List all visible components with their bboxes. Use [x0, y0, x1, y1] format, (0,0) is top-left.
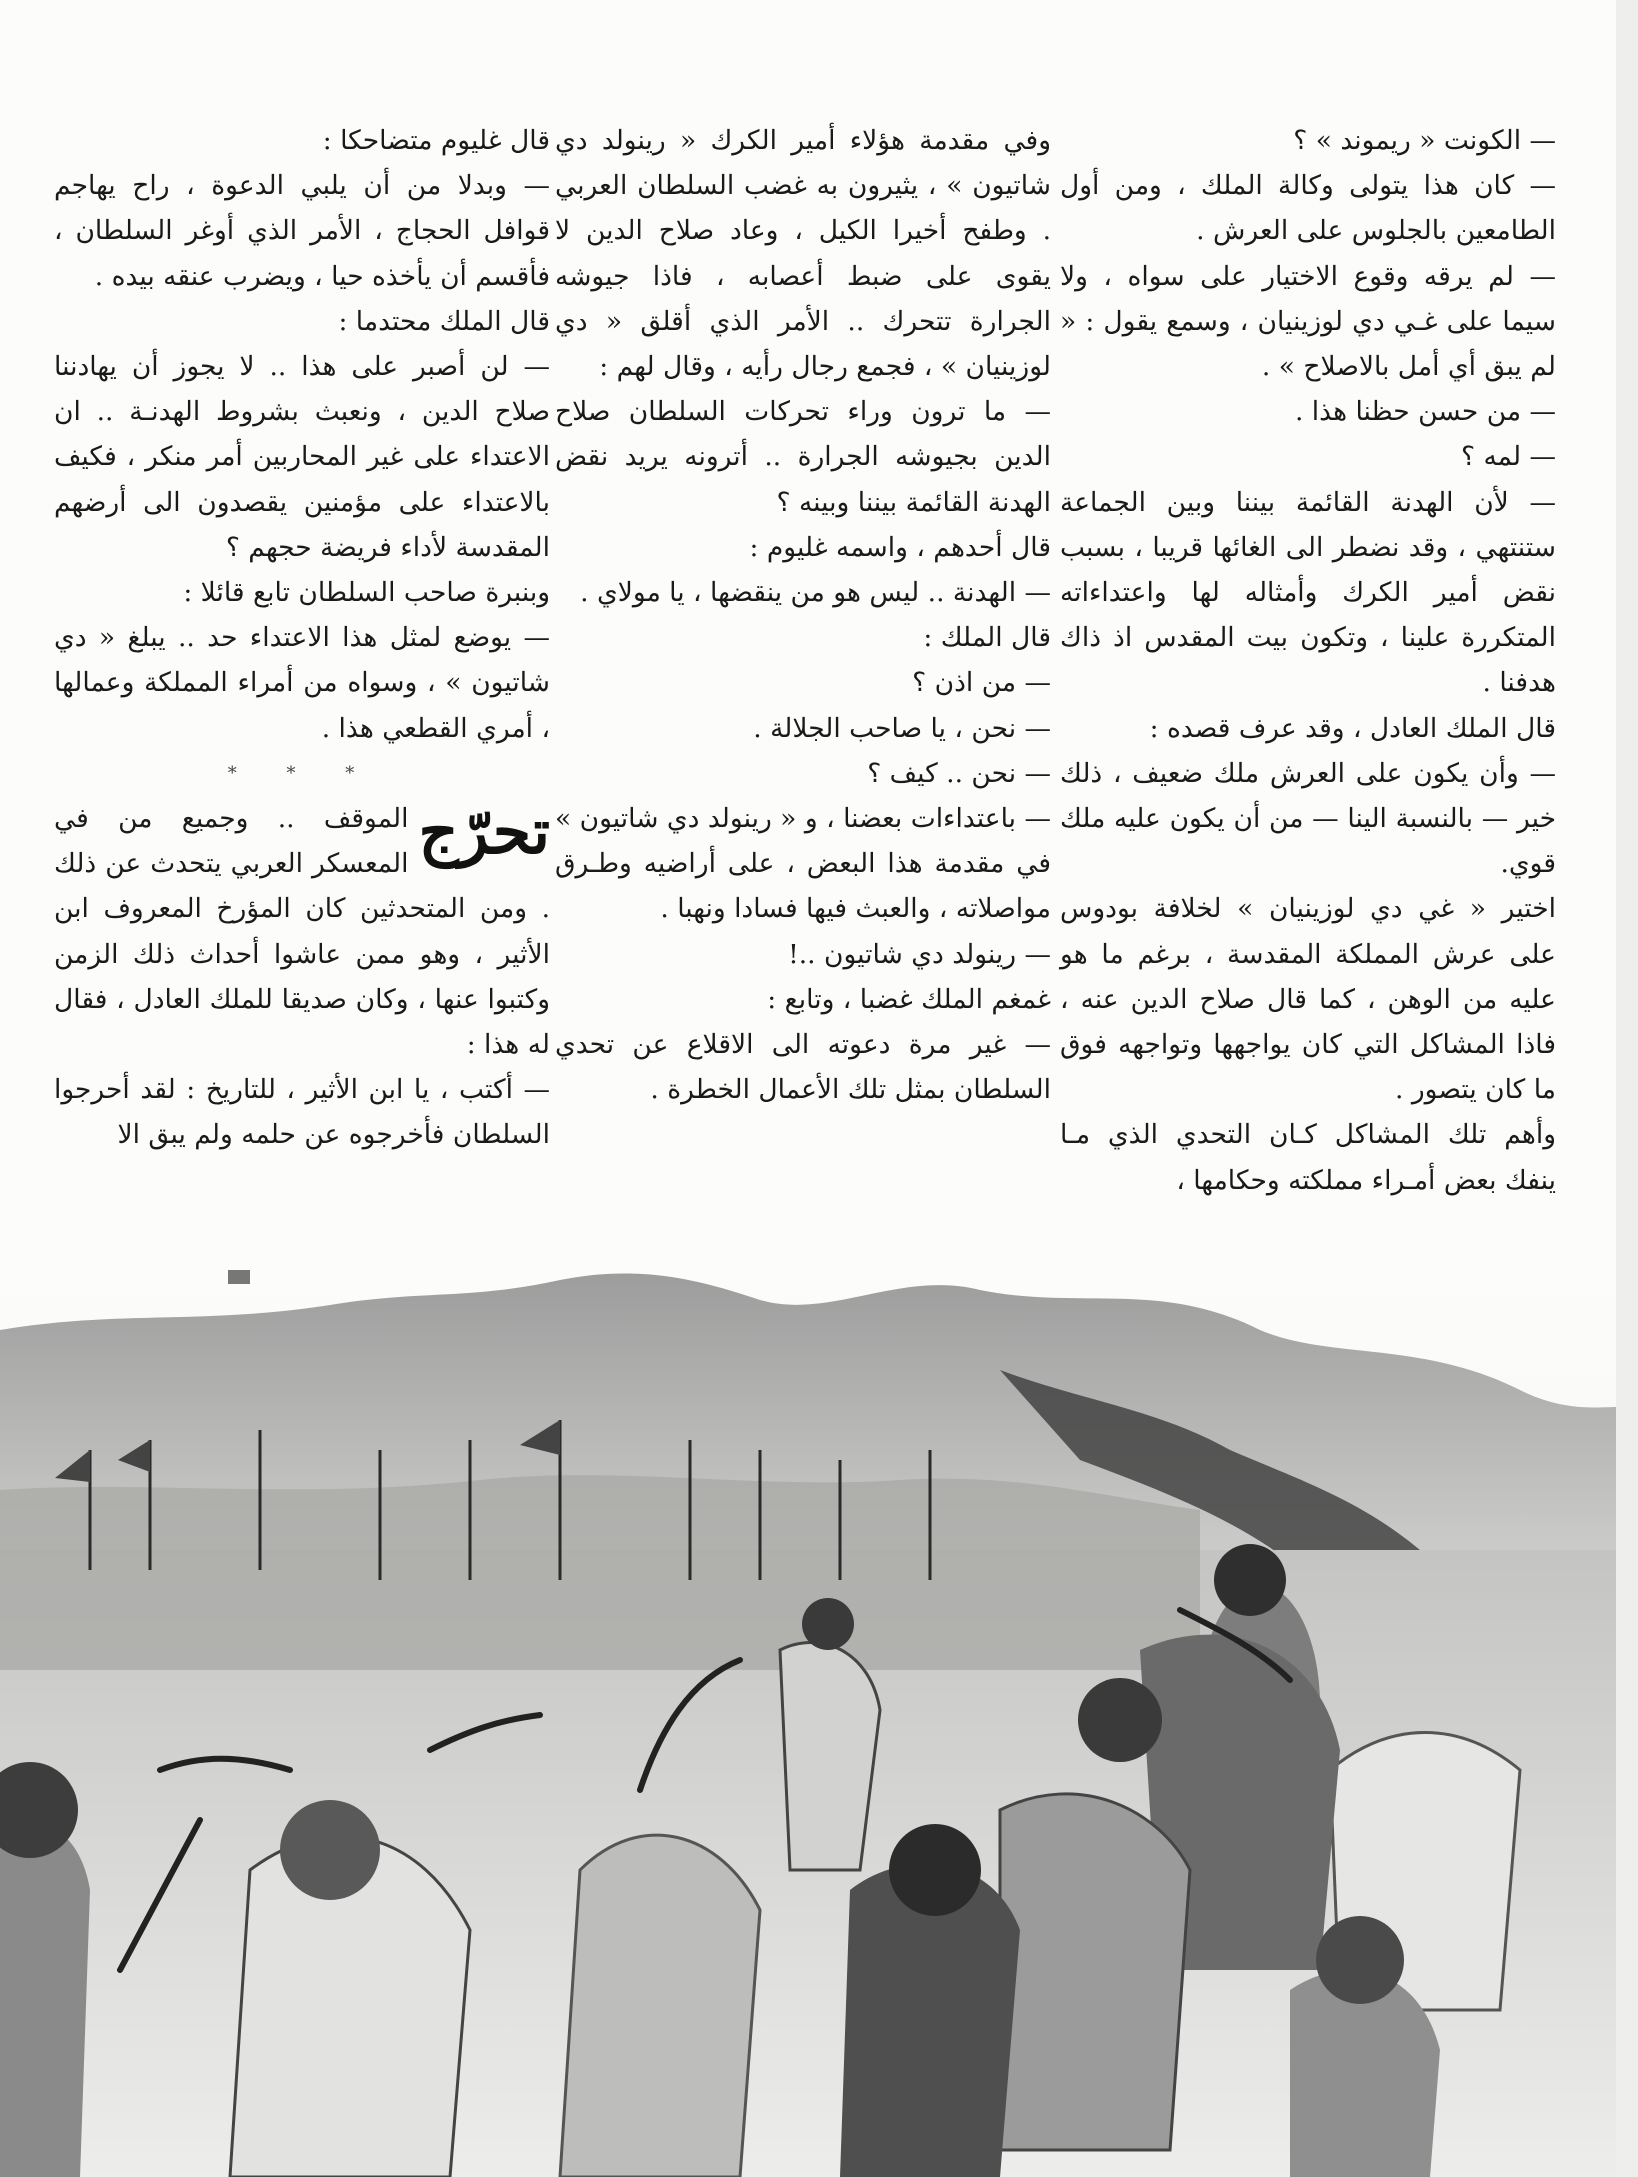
- paragraph-text: الموقف .. وجميع من في المعسكر العربي يتحدث عن ذلك . ومن المتحدثين كان المؤرخ المعروف ابن الأثير ، وهو ممن عاشوا أحداث ذلك الزمن وكتبوا عنها ، وكان صديقا للملك العادل ، فقال له هذا :: [54, 803, 550, 1061]
- battle-illustration: [0, 1250, 1638, 2177]
- paragraph: — كان هذا يتولى وكالة الملك ، ومن أول الطامعين بالجلوس على العرش .: [1060, 170, 1556, 247]
- paragraph: اختير « غي دي لوزينيان » لخلافة بودوس على عرش المملكة المقدسة ، برغم ما هو عليه من الوهن ، كما قال صلاح الدين عنه ، فاذا المشاكل التي كان يواجهها وتواجهه فوق ما كان يتصور .: [1060, 893, 1556, 1106]
- paragraph: — نحن .. كيف ؟: [867, 757, 1051, 789]
- dust-cloud: [0, 1475, 1200, 1670]
- paragraph: وبنبرة صاحب السلطان تابع قائلا :: [183, 577, 550, 609]
- paragraph: غمغم الملك غضبا ، وتابع :: [767, 983, 1051, 1015]
- paragraph: — الكونت « ريموند » ؟: [1293, 125, 1556, 156]
- paragraph: — يوضع لمثل هذا الاعتداء حد .. يبلغ « دي شاتيون » ، وسواه من أمراء المملكة وعمالها ، أمري القطعي هذا .: [54, 622, 550, 744]
- paragraph: قال الملك العادل ، وقد عرف قصده :: [1149, 712, 1556, 744]
- paragraph: قال الملك محتدما :: [338, 305, 550, 337]
- paragraph: — ما ترون وراء تحركات السلطان صلاح الدين بجيوشه الجرارة .. أترونه يريد نقض الهدنة القائمة بيننا وبينه ؟: [555, 396, 1051, 518]
- paragraph: — من حسن حظنا هذا .: [1294, 396, 1556, 428]
- section-heading: تحرّج: [418, 795, 550, 869]
- paragraph: — من اذن ؟: [912, 667, 1051, 699]
- paragraph: وأهم تلك المشاكل كـان التحدي الذي مـا ينفك بعض أمـراء مملكته وحكامها ،: [1060, 1119, 1556, 1196]
- section-paragraph: [54, 796, 550, 1067]
- paragraph: — لأن الهدنة القائمة بيننا وبين الجماعة ستنتهي ، وقد نضطر الى الغائها قريبا ، بسبب نقض أمير الكرك وأمثاله لها واعتداءاته المتكررة علينا ، وتكون بيت المقدس اذ ذاك هدفنا .: [1060, 486, 1556, 699]
- text-column-right: [1060, 118, 1556, 1203]
- section-separator: * * *: [227, 762, 377, 784]
- paragraph: — الهدنة .. ليس هو من ينقضها ، يا مولاي .: [580, 577, 1051, 609]
- paragraph: — لم يرقه وقوع الاختيار على سواه ، ولا سيما على غـي دي لوزينيان ، وسمع يقول : « لم يبق أي أمل بالاصلاح » .: [1060, 260, 1556, 383]
- paragraph: وفي مقدمة هؤلاء أمير الكرك « رينولد دي شاتيون » ، يثيرون به غضب السلطان العربي . وطفح أخيرا الكيل ، وعاد صلاح الدين لا يقوى على ضبط أعصابه ، فاذا جيوشه الجرارة تتحرك .. الأمر الذي أقلق « دي لوزينيان » ، فجمع رجال رأيه ، وقال لهم :: [555, 125, 1051, 383]
- paragraph: — وبدلا من أن يلبي الدعوة ، راح يهاجم قوافل الحجاج ، الأمر الذي أوغر السلطان ، فأقسم أن يأخذه حيا ، ويضرب عنقه بيده .: [54, 170, 550, 292]
- paragraph: — غير مرة دعوته الى الاقلاع عن تحدي السلطان بمثل تلك الأعمال الخطرة .: [555, 1029, 1051, 1106]
- paragraph: قال أحدهم ، واسمه غليوم :: [749, 531, 1051, 563]
- paragraph: — باعتداءات بعضنا ، و « رينولد دي شاتيون » في مقدمة هذا البعض ، على أراضيه وطـرق مواصلاته ، والعبث فيها فسادا ونهبا .: [555, 803, 1051, 925]
- text-column-middle: [555, 118, 1051, 1112]
- paragraph: — لن أصبر على هذا .. لا يجوز أن يهادننا صلاح الدين ، ونعبث بشروط الهدنـة .. ان الاعتداء على غير المحاربين أمر منكر ، فكيف بالاعتداء على مؤمنين يقصدون الى أرضهم المقدسة لأداء فريضة حجهم ؟: [54, 351, 550, 563]
- paragraph: — أكتب ، يا ابن الأثير ، للتاريخ : لقد أحرجوا السلطان فأخرجوه عن حلمه ولم يبق الا: [54, 1074, 550, 1151]
- page-edge: [1616, 0, 1638, 2177]
- paragraph: — نحن ، يا صاحب الجلالة .: [753, 712, 1051, 744]
- distant-castle: [228, 1270, 250, 1284]
- paragraph: — رينولد دي شاتيون ..!: [788, 938, 1051, 970]
- paragraph: قال الملك :: [923, 622, 1051, 654]
- paragraph: قال غليوم متضاحكا :: [322, 125, 550, 156]
- paragraph: — لمه ؟: [1460, 441, 1556, 473]
- paragraph: — وأن يكون على العرش ملك ضعيف ، ذلك خير — بالنسبة الينا — من أن يكون عليه ملك قوي.: [1060, 757, 1556, 880]
- text-column-left: [54, 118, 550, 1158]
